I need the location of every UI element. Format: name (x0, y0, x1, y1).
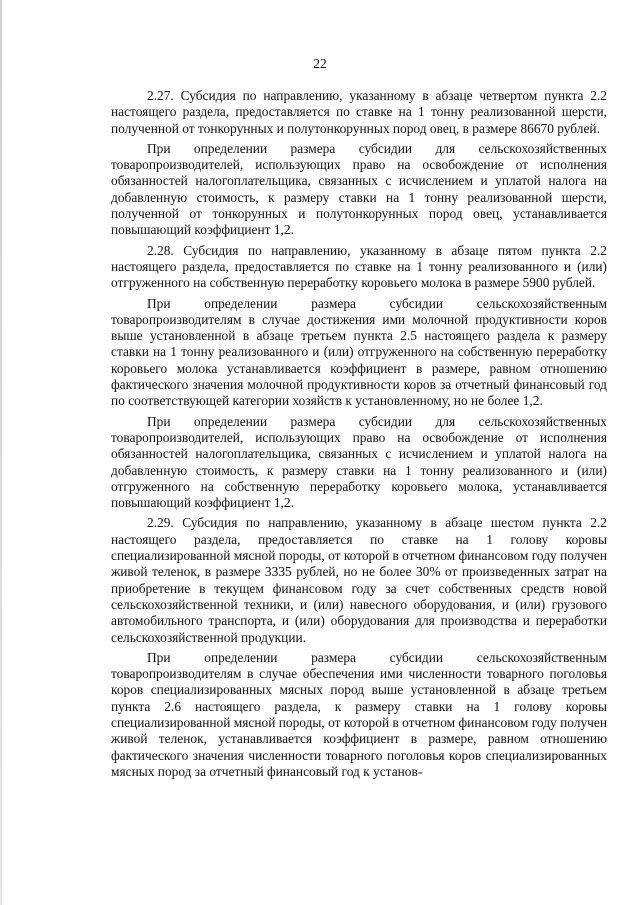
document-body (111, 88, 607, 784)
paragraph-2-29: 2.29. Субсидия по направлению, указанному в абзаце шестом пункта 2.2 настоящего раздела, предоставляется по ставке на 1 голову коровы специализированной мясной породы, от которой в отчетном финансовом году получен живой теленок, в размере 3335 рублей, но не более 30% от произведенных затрат на приобретение в текущем финансовом году за счет собственных средств новой сельскохозяйственной техники, и (или) навесного оборудования, и (или) грузового автомобильного транспорта, и (или) оборудования для производства и переработки сельскохозяйственной продукции. (111, 515, 607, 645)
page-number: 22 (313, 56, 327, 71)
paragraph-2-27-coefficient: При определении размера субсидии для сельскохозяйственных товаропроизводителей, использующих право на освобождение от исполнения обязанностей налогоплательщика, связанных с исчислением и уплатой налога на добавленную стоимость, к размеру ставки на 1 тонну реализованной шерсти, полученной от тонкорунных и полутонкорунных пород овец, устанавливается повышающий коэффициент 1,2. (111, 140, 607, 238)
paragraph-2-28-coefficient: При определении размера субсидии для сельскохозяйственных товаропроизводителей, использующих право на освобождение от исполнения обязанностей налогоплательщика, связанных с исчислением и уплатой налога на добавленную стоимость, к размеру ставки на 1 тонну реализованного и (или) отгруженного на собственную переработку коровьего молока, устанавливается повышающий коэффициент 1,2. (111, 413, 607, 511)
paragraph-2-29-coefficient: При определении размера субсидии сельскохозяйственным товаропроизводителям в случае обеспечения ими численности товарного поголовья коров специализированных мясных пород выше установленной в абзаце третьем пункта 2.6 настоящего раздела, к размеру ставки на 1 голову коровы специализированной мясной породы, от которой в отчетном финансовом году получен живой теленок, устанавливается коэффициент в размере, равном отношению фактического значения численности товарного поголовья коров специализированных мясных пород за отчетный финансовый год к установ- (111, 649, 607, 779)
paragraph-2-28: 2.28. Субсидия по направлению, указанному в абзаце пятом пункта 2.2 настоящего раздела, предоставляется по ставке на 1 тонну реализованного и (или) отгруженного на собственную переработку коровьего молока в размере 5900 рублей. (111, 242, 607, 291)
paragraph-2-27: 2.27. Субсидия по направлению, указанному в абзаце четвертом пункта 2.2 настоящего раздела, предоставляется по ставке на 1 тонну реализованной шерсти, полученной от тонкорунных и полутонкорунных пород овец, в размере 86670 рублей. (111, 88, 607, 136)
paragraph-2-28-productivity: При определении размера субсидии сельскохозяйственным товаропроизводителям в случае достижения ими молочной продуктивности коров выше установленной в абзаце третьем пункта 2.5 настоящего раздела к размеру ставки на 1 тонну реализованного и (или) отгруженного на собственную переработку коровьего молока устанавливается коэффициент в размере, равном отношению фактического значения молочной продуктивности коров за отчетный финансовый год по соответствующей категории хозяйств к установленному, но не более 1,2. (111, 295, 607, 409)
scan-edge (0, 0, 2, 905)
